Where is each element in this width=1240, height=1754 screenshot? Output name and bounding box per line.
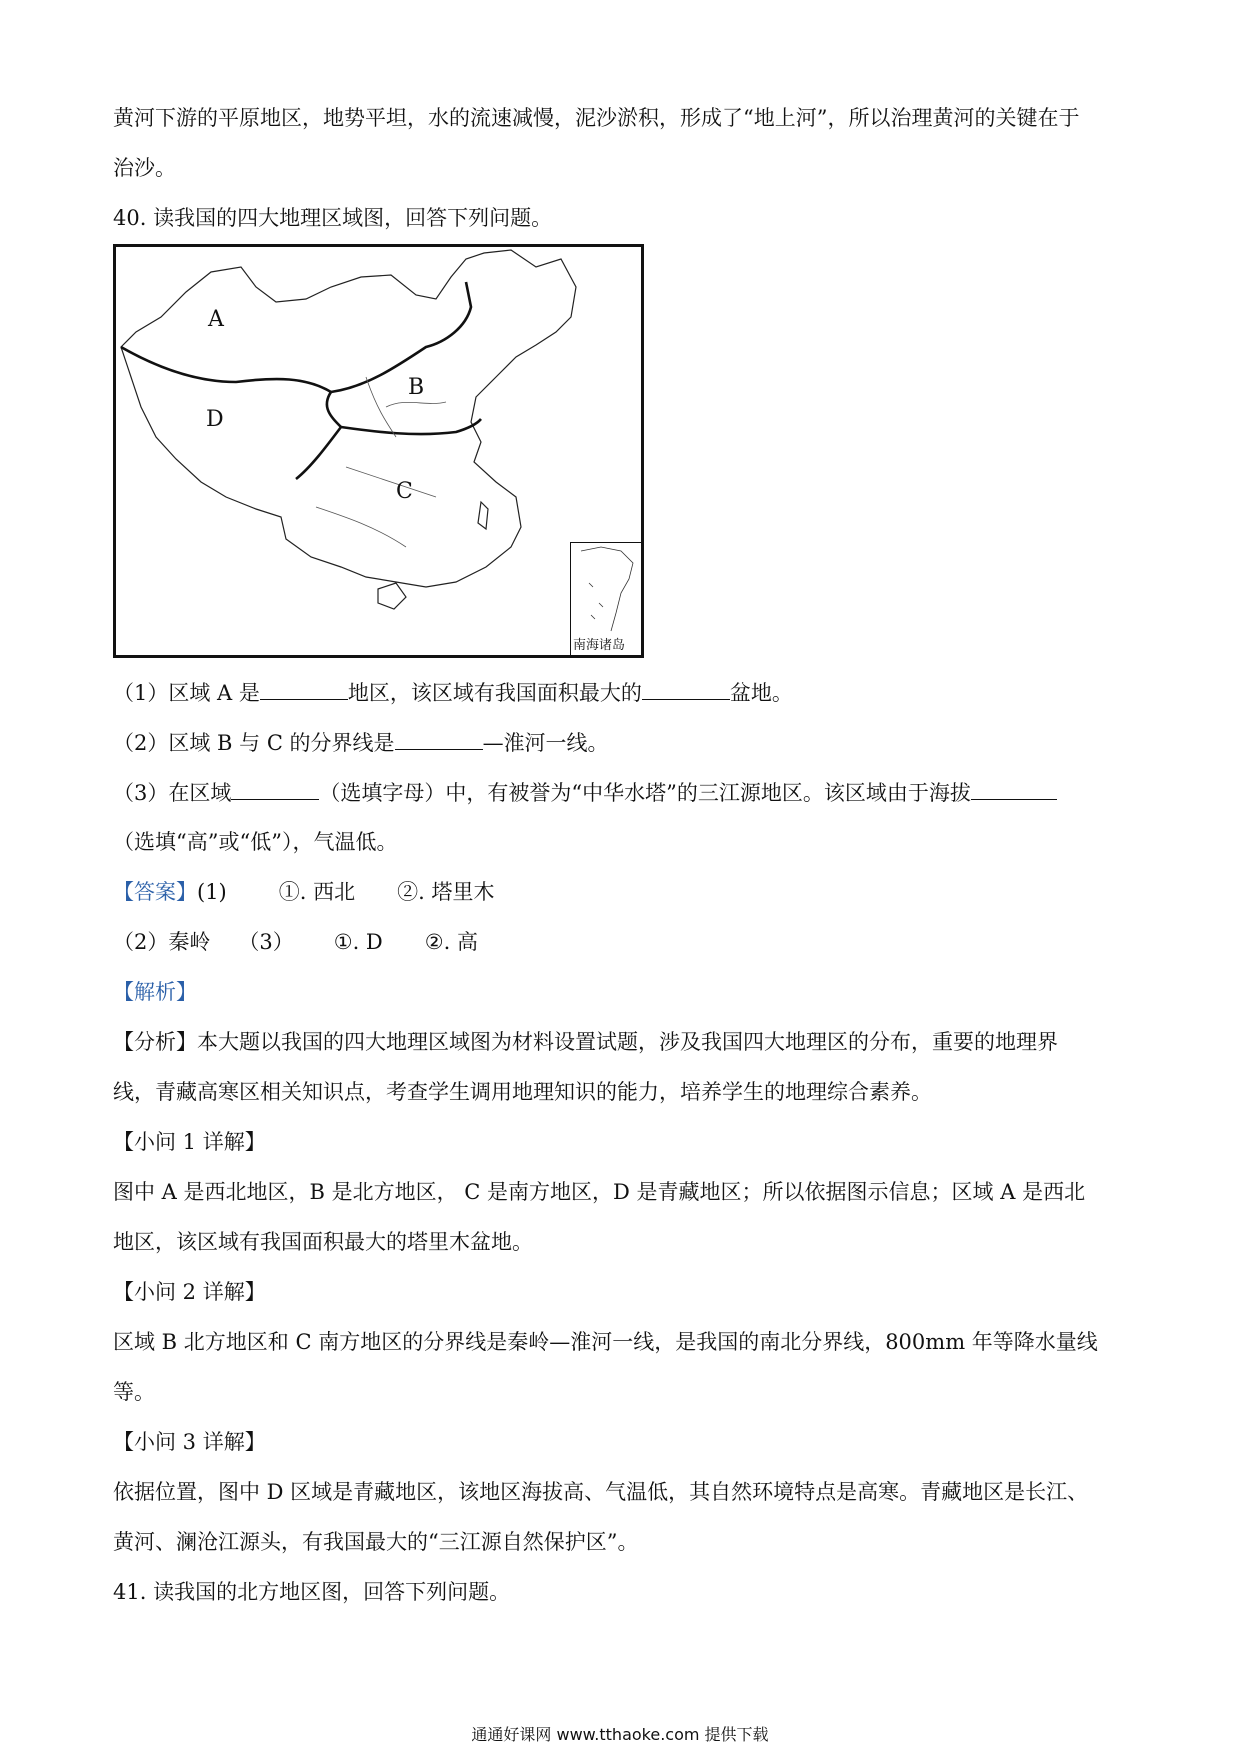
analysis-line-2: 线，青藏高寒区相关知识点，考查学生调用地理知识的能力，培养学生的地理综合素养。	[113, 1080, 932, 1104]
boundary-north-northwest	[331, 282, 471, 392]
map-outline	[116, 247, 641, 655]
province-line-4	[316, 507, 406, 547]
q1-part-b: 地区，该区域有我国面积最大的	[347, 681, 642, 705]
q2-part-a: （2）区域 B 与 C 的分界线是	[113, 731, 395, 755]
q3-part-b: （选填字母）中，有被誉为“中华水塔”的三江源地区。该区域由于海拔	[319, 781, 971, 805]
q1-part-a: （1）区域 A 是	[113, 681, 260, 705]
answer-3-num: （3）	[238, 930, 294, 954]
answer-line-1	[113, 877, 494, 907]
sub-question-1-text-2: 地区，该区域有我国面积最大的塔里木盆地。	[113, 1230, 533, 1254]
blank-2-1[interactable]	[395, 727, 483, 750]
boundary-northwest	[121, 347, 331, 392]
sub-question-3-text-2: 黄河、澜沧江源头，有我国最大的“三江源自然保护区”。	[113, 1530, 639, 1554]
answer-3-b: ②. 高	[424, 930, 478, 954]
blank-3-2[interactable]	[971, 777, 1057, 800]
text-line-2: 治沙。	[113, 156, 176, 180]
province-line-1	[366, 377, 396, 437]
hainan-island	[378, 583, 406, 609]
analysis-tag: 【解析】	[113, 980, 197, 1004]
question-40-2	[113, 727, 609, 758]
taiwan-island	[478, 502, 488, 529]
region-label-b: B	[408, 375, 425, 400]
province-line-2	[386, 402, 446, 407]
inset-label: 南海诸岛	[573, 638, 626, 653]
question-41: 41. 读我国的北方地区图，回答下列问题。	[113, 1580, 511, 1604]
q2-part-b: —淮河一线。	[482, 731, 609, 755]
question-40-3-cont: （选填“高”或“低”），气温低。	[113, 830, 398, 854]
answer-line-2	[113, 927, 478, 957]
china-outline	[121, 250, 576, 587]
sub-question-1-text-1: 图中 A 是西北地区，B 是北方地区， C 是南方地区，D 是青藏地区；所以依据图示信息；区域 A 是西北	[113, 1180, 1086, 1204]
q1-part-c: 盆地。	[729, 681, 793, 705]
question-40-1	[113, 677, 793, 708]
analysis-line-1: 【分析】本大题以我国的四大地理区域图为材料设置试题，涉及我国四大地理区的分布，重要的地理界	[113, 1030, 1058, 1054]
blank-1-2[interactable]	[642, 677, 730, 700]
blank-3-1[interactable]	[231, 777, 319, 800]
blank-1-1[interactable]	[260, 677, 348, 700]
sub-question-2-text-1: 区域 B 北方地区和 C 南方地区的分界线是秦岭—淮河一线，是我国的南北分界线，800mm 年等降水量线	[113, 1330, 1098, 1354]
answer-1-b: ②. 塔里木	[397, 880, 495, 904]
boundary-qinling-huaihe	[341, 419, 481, 434]
question-40-3	[113, 777, 1057, 808]
sub-question-3-heading: 【小问 3 详解】	[113, 1430, 266, 1454]
answer-1-a: ①. 西北	[278, 880, 356, 904]
answer-2: （2）秦岭	[113, 930, 211, 954]
answer-1-num: (1)	[197, 880, 227, 904]
south-china-sea-inset	[570, 542, 641, 655]
province-line-3	[346, 467, 436, 497]
region-label-a: A	[208, 307, 224, 332]
sub-question-1-heading: 【小问 1 详解】	[113, 1130, 266, 1154]
boundary-qinghai-tibet	[296, 392, 341, 479]
answer-3-a: ①. D	[333, 930, 383, 954]
sub-question-3-text-1: 依据位置，图中 D 区域是青藏地区，该地区海拔高、气温低，其自然环境特点是高寒。青藏地区是长江、	[113, 1480, 1089, 1504]
q3-part-a: （3）在区域	[113, 781, 232, 805]
region-label-c: C	[396, 479, 413, 504]
sub-question-2-heading: 【小问 2 详解】	[113, 1280, 266, 1304]
answer-tag: 【答案】	[113, 880, 197, 904]
text-line-1: 黄河下游的平原地区，地势平坦，水的流速减慢，泥沙淤积，形成了“地上河”，所以治理黄河的关键在于	[113, 106, 1080, 130]
footer-watermark: 通通好课网 www.tthaoke.com 提供下载	[471, 1725, 769, 1744]
china-regions-map	[113, 244, 644, 658]
question-40: 40. 读我国的四大地理区域图，回答下列问题。	[113, 206, 553, 230]
sub-question-2-text-2: 等。	[113, 1380, 155, 1404]
region-label-d: D	[206, 407, 224, 432]
